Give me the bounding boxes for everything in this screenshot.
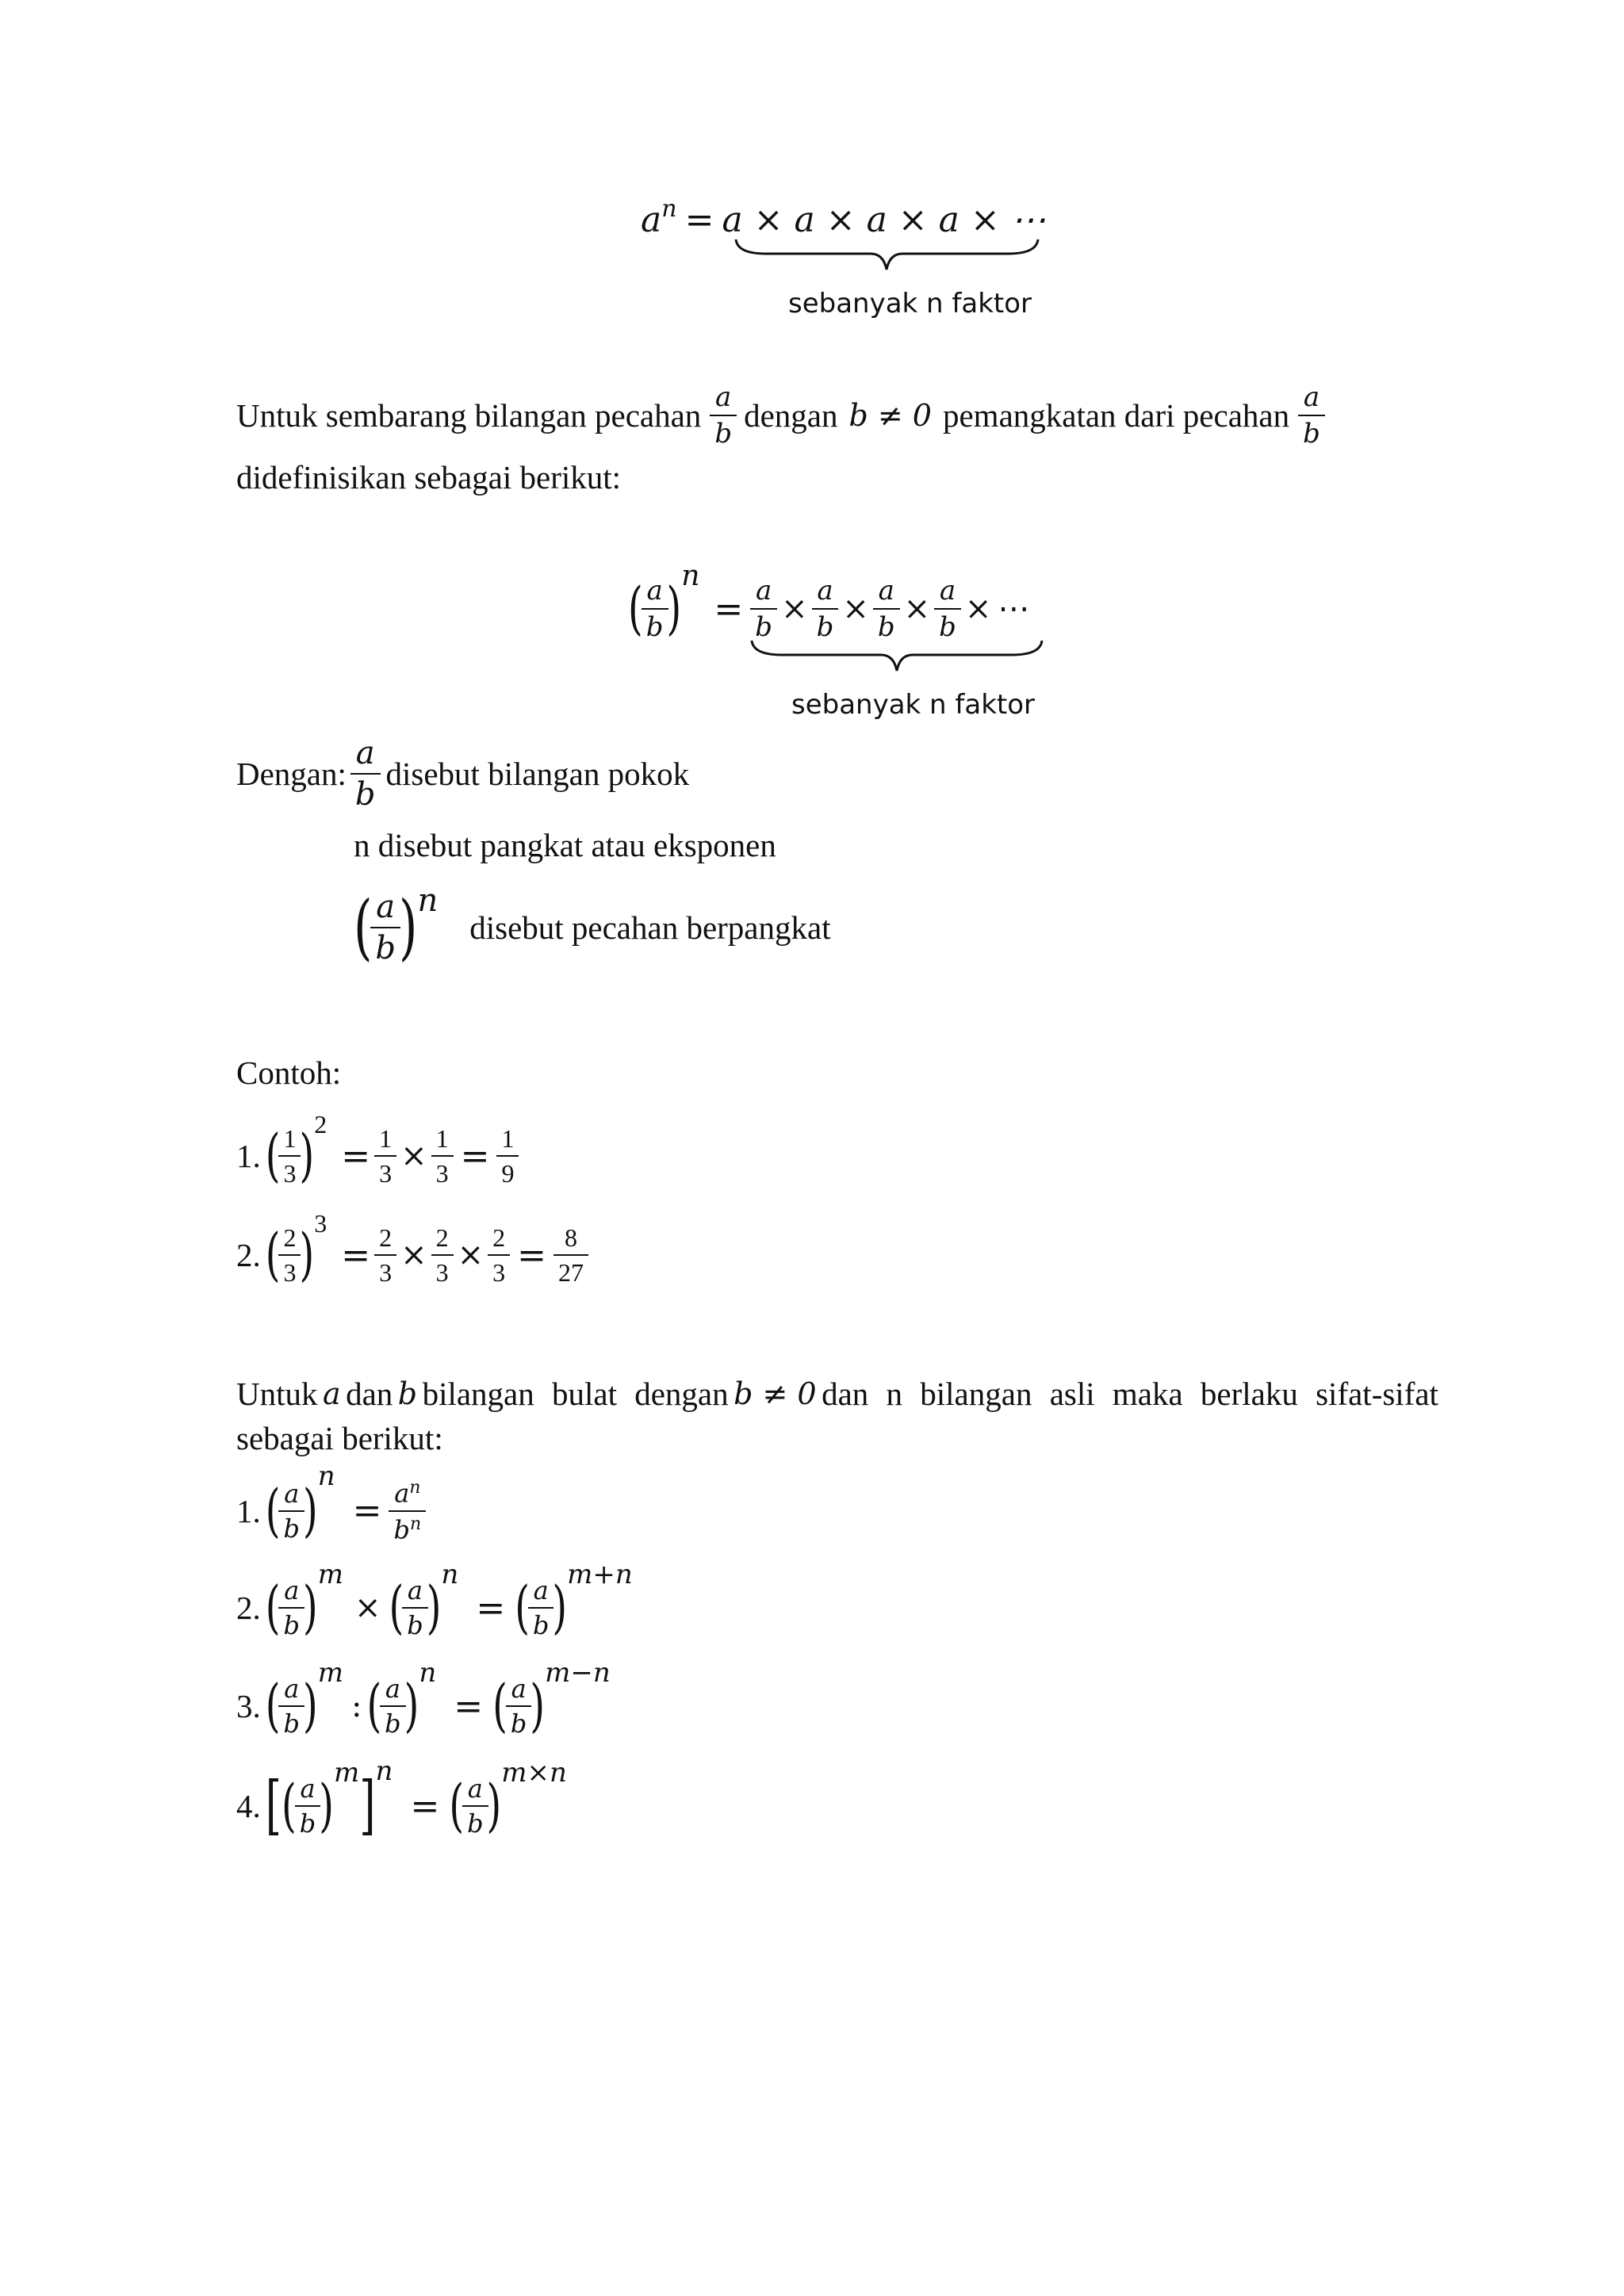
example-1: 1. ( $\frac{1}{3}$ ) 2 = $\frac{1}{3}$ × $\frac{1}{3}$ = $\frac{1}{9}$ xyxy=(236,1126,516,1186)
para1-fraction-2-num: a xyxy=(1303,381,1320,413)
para2-var-a: a xyxy=(322,1376,341,1411)
example-1-exponent: 2 xyxy=(314,1110,327,1138)
eq1-equals: = xyxy=(684,200,714,240)
property-2-operator: × xyxy=(354,1590,381,1626)
eq2-times-3: × xyxy=(903,591,931,627)
eq2-underbrace xyxy=(750,639,1044,674)
eq2-times-2: × xyxy=(842,591,869,627)
para2-text-3: bilangan bulat dengan xyxy=(422,1376,729,1412)
para2-text-4: dan n bilangan asli maka berlaku sifat-sifat xyxy=(822,1376,1438,1412)
definition-item-1 xyxy=(236,735,690,813)
eq2-equals: = xyxy=(714,588,744,629)
para2-word-2: dan xyxy=(346,1376,393,1412)
eq2-factor-2: $\frac{a}{b}$ xyxy=(814,577,837,641)
eq2-times-1: × xyxy=(781,591,808,627)
example-2: 2. ( $\frac{2}{3}$ ) 3 = $\frac{2}{3}$ × $\frac{2}{3}$ × $\frac{2}{3}$ = $\frac{8}{27}$ xyxy=(236,1225,586,1285)
eq2-label: sebanyak n faktor xyxy=(791,689,1036,721)
property-4-exponent-outer: n xyxy=(375,1755,393,1787)
definition-3-exponent: n xyxy=(417,882,439,919)
property-3-exponent-2: n xyxy=(419,1657,437,1689)
para1-text-1: Untuk sembarang bilangan pecahan xyxy=(236,397,702,434)
para1-fraction-1 xyxy=(712,381,734,450)
property-4-label: 4. xyxy=(236,1788,261,1824)
example-2-label: 2. xyxy=(236,1237,261,1273)
examples-heading: Contoh: xyxy=(236,1054,342,1091)
para1-text-3: pemangkatan dari pecahan xyxy=(942,397,1290,434)
eq2-ellipsis: ⋯ xyxy=(998,591,1030,627)
eq2-exponent: n xyxy=(681,560,700,592)
eq1-exponent: n xyxy=(661,195,677,223)
definition-3-fraction-paren: ( $\frac{a}{b}$ ) xyxy=(354,886,418,970)
eq1-label: sebanyak n faktor xyxy=(788,288,1032,320)
property-4: 4. [ ( $\frac{a}{b}$ ) m ] n = ( $\frac{a}{b}$ ) m×n xyxy=(236,1755,567,1843)
example-1-label: 1. xyxy=(236,1138,261,1174)
para1-fraction-1-den: b xyxy=(710,415,737,447)
eq1-product: a × a × a × a × ⋯ xyxy=(722,200,1046,240)
eq2-factor-3: $\frac{a}{b}$ xyxy=(875,577,898,641)
eq1-underbrace xyxy=(734,238,1040,273)
property-1-exponent: n xyxy=(317,1460,335,1492)
definition-item-3 xyxy=(354,882,831,970)
property-3: 3. ( $\frac{a}{b}$ ) m : ( $\frac{a}{b}$ ) n = ( $\frac{a}{b}$ ) m−n xyxy=(236,1657,611,1739)
para2-word-1: Untuk xyxy=(236,1376,318,1412)
eq2-lhs-fraction: $\frac{a}{b}$ xyxy=(644,577,666,641)
property-3-exponent-1: m xyxy=(317,1657,343,1689)
equation-power-definition xyxy=(641,195,1046,240)
paragraph-1-line-1 xyxy=(236,381,1323,450)
property-3-operator: : xyxy=(350,1688,362,1724)
example-1-result: $\frac{1}{9}$ xyxy=(499,1126,516,1186)
para1-fraction-1-num: a xyxy=(715,381,732,413)
definition-1-text: disebut bilangan pokok xyxy=(385,756,690,792)
example-2-result: $\frac{8}{27}$ xyxy=(556,1225,586,1285)
eq2-lhs: ( $\frac{a}{b}$ ) xyxy=(628,575,682,643)
property-3-exponent-result: m−n xyxy=(545,1657,611,1689)
property-2-label: 2. xyxy=(236,1590,261,1626)
definition-1-fraction: $\frac{a}{b}$ xyxy=(353,737,378,810)
definition-3-text: disebut pecahan berpangkat xyxy=(469,909,831,946)
eq2-factor-4: $\frac{a}{b}$ xyxy=(936,577,959,641)
paragraph-2-line-2: sebagai berikut: xyxy=(236,1420,443,1456)
property-4-exponent-inner: m xyxy=(334,1757,360,1789)
definitions-intro: Dengan: xyxy=(236,756,347,792)
para1-fraction-2-den: b xyxy=(1298,415,1325,447)
paragraph-2-line-1 xyxy=(236,1372,1438,1416)
property-2: 2. ( $\frac{a}{b}$ ) m × ( $\frac{a}{b}$ ) n = ( $\frac{a}{b}$ ) m+n xyxy=(236,1559,633,1641)
example-2-exponent: 3 xyxy=(314,1209,327,1238)
eq2-times-4: × xyxy=(964,591,992,627)
eq1-base: a xyxy=(641,200,662,240)
property-1: 1. ( $\frac{a}{b}$ ) n = $\frac{a^n}{b^n}$ xyxy=(236,1479,423,1542)
property-2-exponent-2: n xyxy=(441,1559,459,1590)
property-1-label: 1. xyxy=(236,1492,261,1529)
definition-item-2: n disebut pangkat atau eksponen xyxy=(354,827,776,863)
para1-text-2: dengan xyxy=(744,397,838,434)
property-2-exponent-result: m+n xyxy=(567,1559,633,1590)
property-1-rhs: $\frac{a^n}{b^n}$ xyxy=(391,1479,423,1542)
para1-condition: b ≠ 0 xyxy=(848,398,932,433)
para2-condition: b ≠ 0 xyxy=(733,1376,817,1411)
property-4-exponent-result: m×n xyxy=(501,1757,567,1789)
equation-fraction-power xyxy=(628,560,1030,643)
property-2-exponent-1: m xyxy=(317,1559,343,1590)
para1-fraction-2 xyxy=(1300,381,1323,450)
paragraph-1-line-2: didefinisikan sebagai berikut: xyxy=(236,459,622,496)
property-3-label: 3. xyxy=(236,1688,261,1724)
eq2-factor-1: $\frac{a}{b}$ xyxy=(753,577,775,641)
para2-var-b: b xyxy=(397,1376,418,1411)
